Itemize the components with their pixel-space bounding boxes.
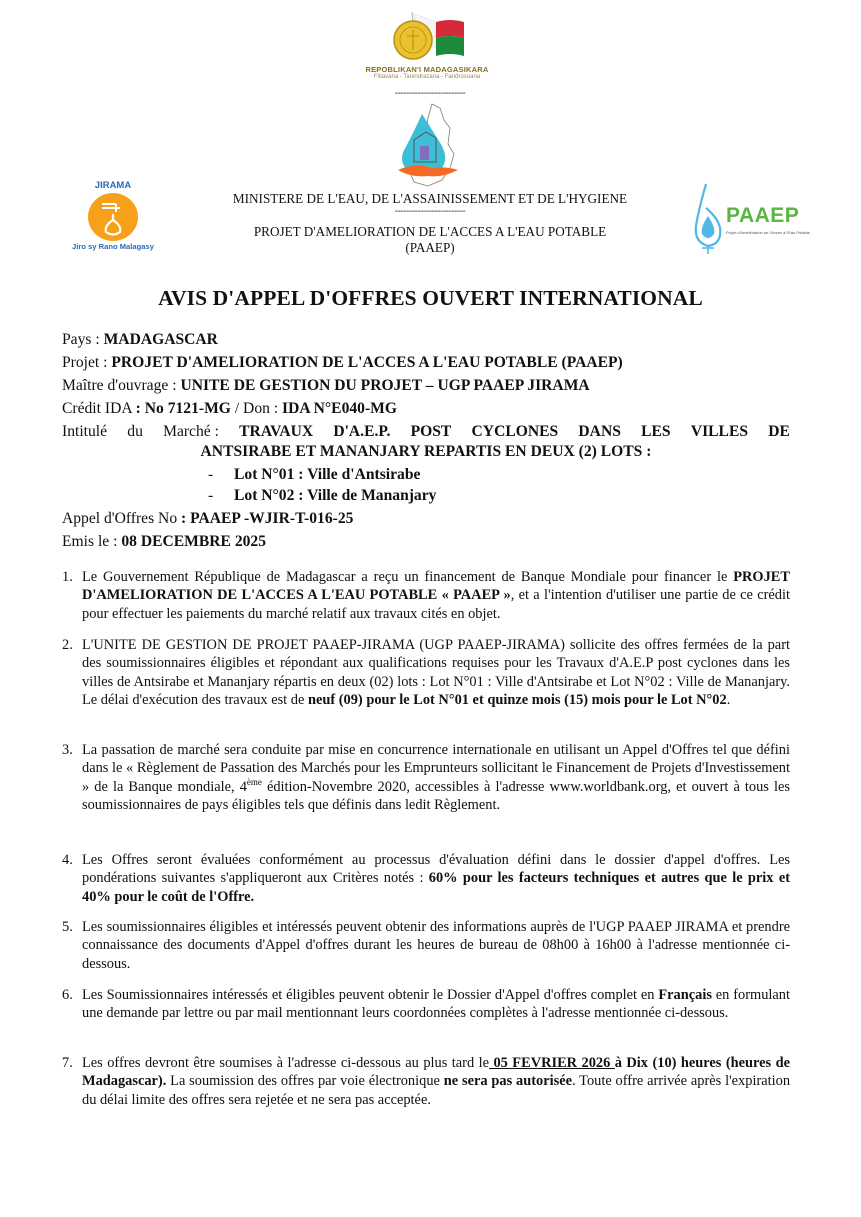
field-value: UNITE DE GESTION DU PROJET – UGP PAAEP JIRAMA: [180, 377, 590, 394]
list-item: [62, 918, 790, 973]
text-run: L'UNITE DE GESTION DE PROJET PAAEP-JIRAMA (UGP PAAEP-JIRAMA) sollicite des offres fermées de la part des soumissionnaires éligibles et répondant aux qualifications requises pour les Travaux d'A.E.P post cyclones dans les villes de Antsirabe et Mananjary répartis en deux (02) lots : Lot N°01 : Ville d'Antsirabe et Lot N°02 : Ville de Mananjary. Le délai d'exécution des travaux est de: [82, 637, 790, 709]
text-run: en formulant une demande par lettre ou par mail mentionnant leurs coordonnées complètes à l'adresse mentionnée ci-dessous.: [82, 987, 790, 1022]
text-run: Les soumissionnaires éligibles et intéressés peuvent obtenir des informations auprès de l'UGP PAAEP JIRAMA et prendre connaissance des documents d'Appel d'offres durant les heures de bureau de 08h00 à 16h00 à l'adresse mentionnée ci-dessous.: [82, 919, 790, 972]
lot-text: Lot N°01 : Ville d'Antsirabe: [234, 466, 421, 483]
field-value: CYCLONES: [471, 423, 559, 440]
field-label: Appel d'Offres No: [62, 510, 182, 527]
list-number: 4.: [62, 852, 73, 868]
list-number: 2.: [62, 637, 73, 653]
project-name: PROJET D'AMELIORATION DE L'ACCES A L'EAU POTABLE: [253, 224, 607, 239]
text-run: . Toute offre arrivée après l'expiration du délai limite des offres sera rejetée et ne sera pas acceptée.: [82, 1073, 791, 1108]
field-value: PROJET D'AMELIORATION DE L'ACCES A L'EAU POTABLE (PAAEP): [111, 354, 623, 371]
text-run: Les Soumissionnaires intéressés et éligibles peuvent obtenir le Dossier d'Appel d'offres complet en: [82, 987, 659, 1003]
text-run: La soumission des offres par voie électronique: [166, 1073, 444, 1090]
coat-caption: REPOBLIKAN'I MADAGASIKARA: [365, 65, 489, 74]
text-run: PROJET D'AMELIORATION DE L'ACCES A L'EAU POTABLE « PAAEP »: [82, 569, 790, 604]
project-acronym: (PAAEP): [405, 240, 455, 255]
paaep-logo-tagline: Projet d'Amélioration de l'Accès à l'Eau Potable: [726, 230, 810, 235]
bullet-dash: -: [208, 487, 214, 504]
list-item: [62, 636, 790, 710]
text-run: Le Gouvernement République de Madagascar a reçu un financement de Banque Mondiale pour financer le: [82, 569, 734, 585]
text-run: Les offres devront être soumises à l'adresse ci-dessous au plus tard le: [82, 1055, 489, 1071]
coat-of-arms-logo: [352, 8, 502, 86]
list-item: [62, 568, 790, 623]
field-label: Maître d'ouvrage :: [62, 377, 181, 394]
field-label: Crédit IDA: [62, 400, 136, 417]
list-item: [62, 1054, 790, 1109]
paaep-center-logo: [392, 100, 467, 190]
field-value: D'A.E.P.: [333, 423, 391, 440]
lot-item: [208, 486, 436, 506]
field-value: POST: [410, 423, 452, 440]
text-run: 60% pour les facteurs techniques et autres que le prix et 40% pour le coût de l'Offre.: [82, 870, 790, 905]
field-credit: [62, 399, 397, 419]
text-run: édition-Novembre 2020, accessibles à l'adresse www.worldbank.org, et ouvert à tous les soumissionnaires de pays éligibles tels que définis dans ledit Règlement.: [82, 778, 790, 814]
field-value: 08 DECEMBRE 2025: [121, 533, 267, 550]
paaep-right-logo: [692, 182, 810, 254]
text-run: .: [726, 692, 731, 709]
field-label: Emis le :: [62, 533, 122, 550]
field-pays: [62, 330, 218, 350]
field-value: VILLES: [690, 423, 749, 440]
field-value: : PAAEP -WJIR-T-016-25: [181, 510, 354, 527]
list-text: [82, 851, 790, 906]
text-run: La passation de marché sera conduite par mise en concurrence internationale en utilisant un Appel d'Offres tel que défini dans le « Règlement de Passation des Marchés pour les Emprunteurs sollicitant le Financement de Projets d'Investissement » de la Banque mondiale, 4: [82, 742, 790, 795]
field-value: MADAGASCAR: [103, 331, 218, 348]
field-intitule: [62, 422, 790, 462]
field-maitre-ouvrage: [62, 376, 590, 396]
bullet-dash: -: [208, 466, 214, 483]
lot-item: [208, 465, 420, 485]
paaep-water-drop-house-hand-map-icon: [392, 100, 467, 190]
text-run: , et a l'intention d'utiliser une partie de ce crédit pour effectuer les paiements du marché relatif aux travaux cités en objet.: [82, 587, 790, 622]
field-appel-offres-no: [62, 509, 353, 529]
jirama-logo-title: JIRAMA: [94, 180, 132, 191]
jirama-tap-bulb-icon: [86, 192, 140, 242]
field-value: IDA N°E040-MG: [282, 400, 398, 417]
list-text: [82, 986, 790, 1023]
field-label: Intitulé: [62, 423, 108, 440]
field-label: du: [127, 423, 143, 440]
text-run: ne sera pas autorisée: [443, 1073, 572, 1090]
separator: -------------------------: [394, 206, 466, 217]
field-value: : No 7121-MG: [135, 400, 231, 417]
madagascar-coat-of-arms-and-flag-icon: [352, 8, 502, 66]
field-value: TRAVAUX: [239, 423, 314, 440]
text-run: Les Offres seront évaluées conformément au processus d'évaluation défini dans le dossier d'appel d'offres. Les pondérations suivantes s'appliqueront aux Critères notés :: [82, 852, 790, 887]
field-emis-le: [62, 532, 266, 552]
intitule-line-1: [62, 422, 790, 442]
text-run: 05 FEVRIER 2026: [489, 1055, 615, 1071]
lot-text: Lot N°02 : Ville de Mananjary: [234, 487, 437, 504]
text-run: ème: [246, 777, 262, 788]
intitule-line-2: ANTSIRABE ET MANANJARY REPARTIS EN DEUX (2) LOTS :: [200, 443, 652, 460]
field-separator: / Don :: [230, 400, 283, 417]
field-value: DE: [768, 423, 790, 440]
field-projet: [62, 353, 623, 373]
jirama-logo: [58, 180, 168, 258]
list-number: 7.: [62, 1055, 73, 1071]
coat-motto: Fitiavana - Tanindrazana - Fandrosoana: [373, 74, 481, 80]
list-text: [82, 918, 790, 973]
ministry-name: MINISTERE DE L'EAU, DE L'ASSAINISSEMENT ET DE L'HYGIENE: [232, 191, 628, 206]
list-number: 6.: [62, 987, 73, 1003]
list-item: [62, 741, 790, 815]
list-item: [62, 986, 790, 1023]
paaep-drop-icon: [692, 182, 728, 254]
field-label: Projet :: [62, 354, 112, 371]
field-label: Pays :: [62, 331, 104, 348]
list-text: [82, 741, 790, 815]
list-text: [82, 636, 790, 710]
jirama-logo-tagline: Jiro sy Rano Malagasy: [72, 242, 154, 251]
separator: -------------------------: [394, 88, 466, 99]
paaep-logo-word: PAAEP: [726, 204, 800, 227]
page-title: AVIS D'APPEL D'OFFRES OUVERT INTERNATIONAL: [158, 286, 703, 310]
list-number: 5.: [62, 919, 73, 935]
text-run: neuf (09) pour le Lot N°01 et quinze mois (15) mois pour le Lot N°02: [307, 692, 727, 709]
list-number: 3.: [62, 742, 73, 758]
field-value: LES: [641, 423, 671, 440]
list-item: [62, 851, 790, 906]
field-label: Marché :: [163, 423, 219, 440]
text-run: Français: [658, 987, 712, 1003]
text-run: à Dix (10) heures (heures de Madagascar).: [82, 1055, 790, 1090]
list-text: [82, 1054, 790, 1109]
field-value: DANS: [578, 423, 621, 440]
list-number: 1.: [62, 569, 73, 585]
list-text: [82, 568, 790, 623]
